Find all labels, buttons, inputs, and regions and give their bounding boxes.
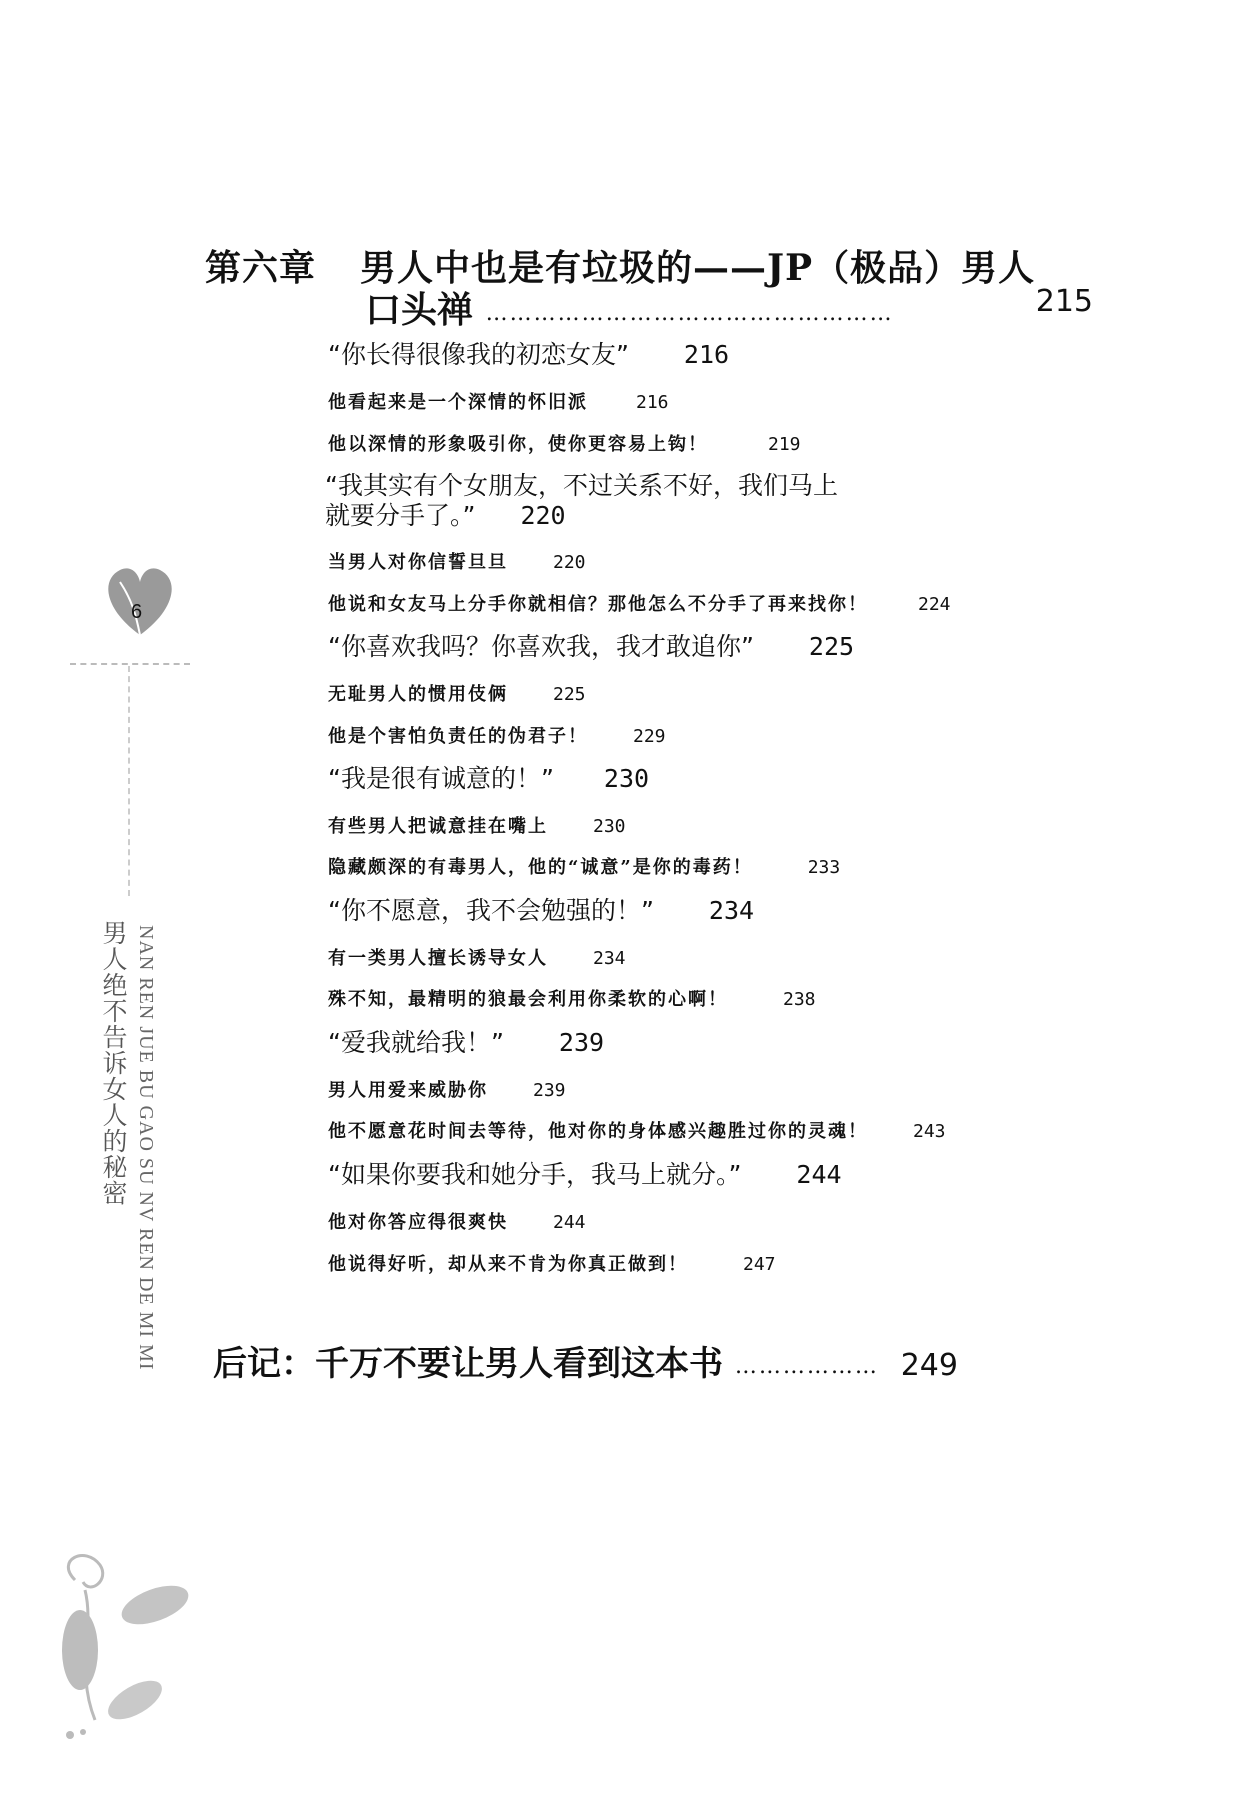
leaf-ornament-icon xyxy=(100,560,180,640)
toc-subentry xyxy=(328,812,626,838)
toc-subentry xyxy=(328,680,586,706)
toc-entry xyxy=(328,335,729,371)
entry-page: 225 xyxy=(553,684,586,705)
toc-entry-cont xyxy=(325,496,566,532)
book-title-cn: 男人绝不告诉女人的秘密 xyxy=(99,920,128,1206)
entry-page: 224 xyxy=(918,594,951,615)
toc-entry xyxy=(328,627,854,663)
toc-subentry xyxy=(328,1117,946,1143)
entry-text: 他说得好听，却从来不肯为你真正做到！ xyxy=(328,1254,688,1275)
entry-text: “我是很有诚意的！” xyxy=(328,764,554,793)
entry-page: 244 xyxy=(796,1160,842,1189)
chapter-heading-line2 xyxy=(365,282,894,333)
leader-dots: …………………………………………… xyxy=(485,300,894,326)
entry-page: 229 xyxy=(633,726,666,747)
entry-text: 他不愿意花时间去等待，他对你的身体感兴趣胜过你的灵魂！ xyxy=(328,1121,868,1142)
leader-dots: ……………… xyxy=(734,1353,879,1379)
entry-text: “我其实有个女朋友，不过关系不好，我们马上 xyxy=(325,471,838,500)
entry-page: 220 xyxy=(553,552,586,573)
toc-subentry xyxy=(328,985,816,1011)
entry-text: 他以深情的形象吸引你，使你更容易上钩！ xyxy=(328,434,708,455)
entry-page: 239 xyxy=(558,1028,605,1057)
entry-text: 他是个害怕负责任的伪君子！ xyxy=(328,726,588,747)
entry-page: 247 xyxy=(743,1254,776,1275)
entry-page: 230 xyxy=(593,816,626,837)
entry-page: 239 xyxy=(533,1080,566,1101)
entry-page: 230 xyxy=(603,764,650,793)
page-number: 6 xyxy=(131,601,143,623)
entry-text: 隐藏颇深的有毒男人，他的“诚意”是你的毒药！ xyxy=(328,857,753,878)
entry-text: “你长得很像我的初恋女友” xyxy=(328,340,629,369)
entry-text: 当男人对你信誓旦旦 xyxy=(328,552,508,573)
entry-text: “你喜欢我吗？你喜欢我，我才敢追你” xyxy=(328,632,754,661)
entry-page: 244 xyxy=(553,1212,586,1233)
toc-subentry xyxy=(328,944,626,970)
entry-page: 225 xyxy=(808,632,855,661)
toc-subentry xyxy=(328,590,951,616)
divider xyxy=(70,663,190,665)
toc-subentry xyxy=(328,548,586,574)
entry-text: 他看起来是一个深情的怀旧派 xyxy=(328,392,588,413)
chapter-title: 男人中也是有垃圾的——JP（极品）男人 xyxy=(360,247,1036,289)
entry-text: 男人用爱来威胁你 xyxy=(328,1080,488,1101)
book-title-pinyin: NAN REN JUE BU GAO SU NV REN DE MI MI xyxy=(135,925,157,1371)
toc-subentry xyxy=(328,722,666,748)
entry-text: 就要分手了。” xyxy=(325,501,476,530)
toc-entry xyxy=(328,1155,842,1191)
afterword-heading xyxy=(213,1336,958,1385)
entry-text: 他说和女友马上分手你就相信？那他怎么不分手了再来找你！ xyxy=(328,594,868,615)
entry-page: 233 xyxy=(807,857,841,878)
entry-page: 234 xyxy=(593,948,626,969)
chapter-page: 215 xyxy=(1035,284,1093,319)
entry-text: 有一类男人擅长诱导女人 xyxy=(328,948,548,969)
toc-subentry xyxy=(328,1208,586,1234)
toc-subentry xyxy=(328,1076,566,1102)
chapter-label: 第六章 xyxy=(205,247,317,289)
toc-subentry xyxy=(328,1250,776,1276)
toc-entry xyxy=(328,759,649,795)
entry-page: 220 xyxy=(520,501,566,530)
entry-page: 216 xyxy=(683,340,730,369)
toc-entry xyxy=(328,1023,604,1059)
entry-text: 无耻男人的惯用伎俩 xyxy=(328,684,508,705)
entry-text: 他对你答应得很爽快 xyxy=(328,1212,508,1233)
floral-swirl-icon xyxy=(55,1550,195,1750)
entry-text: “爱我就给我！” xyxy=(328,1028,504,1057)
entry-page: 234 xyxy=(708,896,755,925)
afterword-title: 后记：千万不要让男人看到这本书 xyxy=(213,1344,723,1384)
chapter-title-cont: 口头禅 xyxy=(365,289,474,331)
entry-text: “你不愿意，我不会勉强的！” xyxy=(328,896,654,925)
entry-page: 238 xyxy=(783,989,816,1010)
toc-subentry xyxy=(328,853,840,879)
entry-text: 殊不知，最精明的狼最会利用你柔软的心啊！ xyxy=(328,989,728,1010)
entry-page: 243 xyxy=(913,1121,946,1142)
entry-text: 有些男人把诚意挂在嘴上 xyxy=(328,816,548,837)
toc-entry xyxy=(328,891,754,927)
entry-page: 216 xyxy=(636,392,669,413)
entry-page: 219 xyxy=(768,434,801,455)
toc-subentry xyxy=(328,430,801,456)
vertical-divider xyxy=(128,666,130,896)
toc-subentry xyxy=(328,388,669,414)
entry-text: “如果你要我和她分手，我马上就分。” xyxy=(328,1160,742,1189)
afterword-page: 249 xyxy=(900,1348,958,1383)
